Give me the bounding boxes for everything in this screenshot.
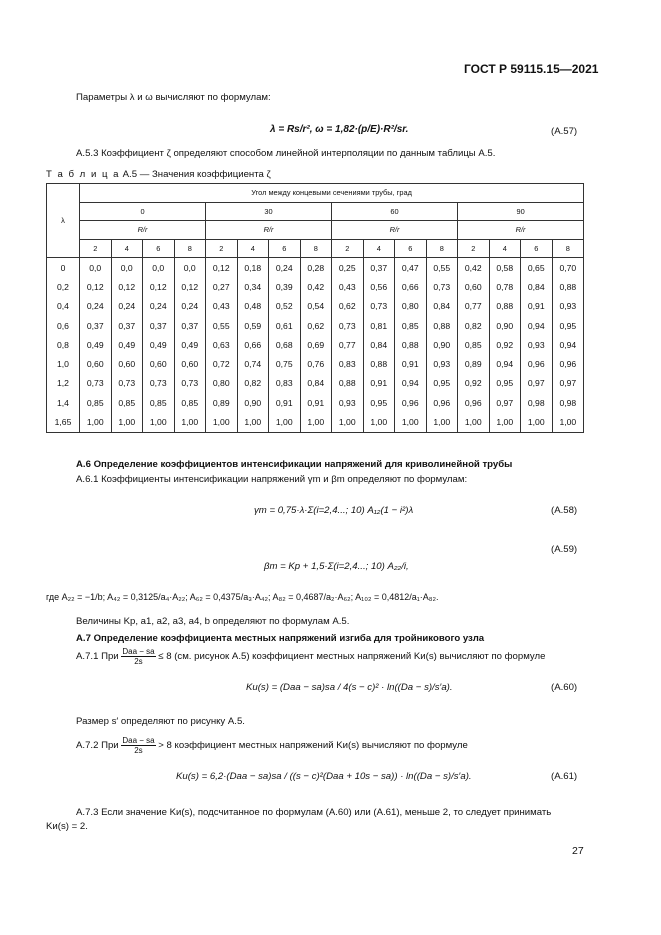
value-cell: 0,85	[80, 393, 112, 412]
paragraph-a73-continued: Kи(s) = 2.	[46, 821, 88, 832]
value-cell: 0,12	[206, 258, 238, 278]
table-body	[47, 258, 584, 433]
value-cell: 1,00	[206, 412, 238, 432]
lambda-cell: 0	[47, 258, 80, 278]
page-number: 27	[572, 845, 584, 857]
value-cell: 0,72	[206, 354, 238, 373]
value-cell: 0,12	[143, 277, 175, 296]
lambda-cell: 1,0	[47, 354, 80, 373]
table-row	[47, 316, 584, 335]
value-cell: 0,96	[552, 354, 584, 373]
value-cell: 0,62	[300, 316, 332, 335]
angle-group-header: 60	[332, 202, 458, 221]
ratio-label-header: R/r	[458, 221, 584, 240]
ratio-row	[47, 239, 584, 258]
value-cell: 0,60	[80, 354, 112, 373]
value-cell: 0,96	[395, 393, 427, 412]
value-cell: 0,66	[395, 277, 427, 296]
value-cell: 0,85	[143, 393, 175, 412]
angle-row	[47, 202, 584, 221]
value-cell: 0,27	[206, 277, 238, 296]
table-row	[47, 297, 584, 316]
ratio-label-header: R/r	[80, 221, 206, 240]
formula-a58-number: (A.58)	[551, 505, 578, 516]
value-cell: 0,88	[363, 354, 395, 373]
value-cell: 0,24	[111, 297, 143, 316]
value-cell: 0,97	[521, 374, 553, 393]
formula-a60-number: (A.60)	[551, 682, 578, 693]
value-cell: 0,25	[332, 258, 364, 278]
lambda-cell: 1,4	[47, 393, 80, 412]
value-cell: 0,73	[80, 374, 112, 393]
value-cell: 0,76	[300, 354, 332, 373]
value-cell: 0,93	[552, 297, 584, 316]
value-cell: 0,28	[300, 258, 332, 278]
a71-condition-relation: ≤ 8	[158, 651, 172, 663]
value-cell: 0,77	[458, 297, 490, 316]
size-line: Размер s′ определяют по рисунку А.5.	[76, 716, 245, 727]
value-cell: 0,66	[237, 335, 269, 354]
value-cell: 0,84	[300, 374, 332, 393]
table-row	[47, 393, 584, 412]
value-cell: 0,34	[237, 277, 269, 296]
table-caption	[46, 169, 271, 181]
value-cell: 0,74	[237, 354, 269, 373]
a71-condition-denominator: 2s	[134, 657, 143, 666]
a71-prefix: А.7.1 При	[76, 651, 119, 663]
value-cell: 0,89	[458, 354, 490, 373]
ratio-label-header: R/r	[332, 221, 458, 240]
value-cell: 0,37	[363, 258, 395, 278]
ratio-value-header: 4	[489, 239, 521, 258]
a71-condition-fraction	[121, 647, 155, 666]
value-cell: 0,92	[489, 335, 521, 354]
ratio-value-header: 6	[521, 239, 553, 258]
value-cell: 1,00	[237, 412, 269, 432]
paragraph-a53: А.5.3 Коэффициент ζ определяют способом линейной интерполяции по данным таблицы А.5.	[76, 148, 496, 159]
ratio-value-header: 8	[300, 239, 332, 258]
ratio-value-header: 8	[426, 239, 458, 258]
value-cell: 0,12	[174, 277, 206, 296]
value-cell: 0,61	[269, 316, 301, 335]
value-cell: 0,83	[332, 354, 364, 373]
standard-number: ГОСТ Р 59115.15—2021	[464, 62, 599, 76]
value-cell: 0,91	[363, 374, 395, 393]
value-cell: 0,97	[552, 374, 584, 393]
value-cell: 0,73	[332, 316, 364, 335]
paragraph-a71	[76, 647, 545, 666]
table-row	[47, 412, 584, 432]
value-cell: 0,88	[489, 297, 521, 316]
value-cell: 0,0	[111, 258, 143, 278]
value-cell: 0,81	[363, 316, 395, 335]
value-cell: 0,62	[332, 297, 364, 316]
value-cell: 0,90	[489, 316, 521, 335]
value-cell: 0,0	[80, 258, 112, 278]
value-cell: 0,78	[489, 277, 521, 296]
ratio-value-header: 6	[143, 239, 175, 258]
formula-a60: Kи(s) = (Daa − sa)sa / 4(s − c)² · ln((Da − s)/s′a).	[246, 682, 453, 693]
ratio-value-header: 2	[206, 239, 238, 258]
ratio-value-header: 2	[80, 239, 112, 258]
value-cell: 0,96	[521, 354, 553, 373]
value-cell: 0,91	[395, 354, 427, 373]
value-cell: 0,91	[269, 393, 301, 412]
ratio-label-row	[47, 221, 584, 240]
lambda-header: λ	[47, 184, 80, 258]
value-cell: 0,49	[174, 335, 206, 354]
value-cell: 1,00	[395, 412, 427, 432]
value-cell: 0,82	[237, 374, 269, 393]
a72-condition-fraction	[121, 736, 155, 755]
value-cell: 0,0	[143, 258, 175, 278]
value-cell: 0,37	[143, 316, 175, 335]
value-cell: 0,55	[426, 258, 458, 278]
value-cell: 0,84	[426, 297, 458, 316]
intro-text: Параметры λ и ω вычисляют по формулам:	[76, 92, 271, 103]
value-cell: 0,98	[521, 393, 553, 412]
ratio-value-header: 8	[552, 239, 584, 258]
value-cell: 1,00	[426, 412, 458, 432]
value-cell: 0,70	[552, 258, 584, 278]
table-row	[47, 335, 584, 354]
lambda-cell: 1,2	[47, 374, 80, 393]
value-cell: 0,42	[300, 277, 332, 296]
value-cell: 0,39	[269, 277, 301, 296]
formula-a58: γm = 0,75·λ·Σ(i=2,4...; 10) A₁₂(1 − i²)λ	[254, 505, 414, 516]
value-cell: 0,85	[111, 393, 143, 412]
table-caption-title: А.5 — Значения коэффициента ζ	[122, 169, 271, 180]
angle-group-header: 0	[80, 202, 206, 221]
values-line: Величины Kp, a1, a2, a3, a4, b определяют по формулам А.5.	[76, 616, 350, 627]
value-cell: 0,55	[206, 316, 238, 335]
value-cell: 0,63	[206, 335, 238, 354]
a72-condition-relation: > 8	[158, 740, 172, 752]
value-cell: 0,24	[269, 258, 301, 278]
value-cell: 1,00	[489, 412, 521, 432]
value-cell: 0,92	[458, 374, 490, 393]
value-cell: 0,98	[552, 393, 584, 412]
where-definitions: где A₂₂ = −1/b; A₄₂ = 0,3125/a₄·A₂₂; A₆₂ = 0,4375/a₃·A₄₂; A₈₂ = 0,4687/a₂·A₆₂; A₁₀₂ = 0,4812/a₁·A₈₂.	[46, 592, 439, 602]
value-cell: 0,24	[143, 297, 175, 316]
section-a7-heading: А.7 Определение коэффициента местных напряжений изгиба для тройникового узла	[76, 633, 485, 644]
value-cell: 0,73	[143, 374, 175, 393]
a72-prefix: А.7.2 При	[76, 740, 119, 752]
value-cell: 0,91	[300, 393, 332, 412]
a72-suffix: коэффициент местных напряжений Kи(s) вычисляют по формуле	[174, 740, 468, 752]
value-cell: 0,58	[489, 258, 521, 278]
formula-a57: λ = Rs/r², ω = 1,82·(p/E)·R²/sr.	[270, 124, 409, 135]
ratio-value-header: 2	[332, 239, 364, 258]
value-cell: 0,73	[363, 297, 395, 316]
ratio-label-header: R/r	[206, 221, 332, 240]
a72-condition-numerator: Daa − sa	[122, 736, 155, 745]
lambda-cell: 0,2	[47, 277, 80, 296]
ratio-value-header: 6	[395, 239, 427, 258]
value-cell: 0,24	[174, 297, 206, 316]
value-cell: 0,43	[332, 277, 364, 296]
value-cell: 0,42	[458, 258, 490, 278]
value-cell: 0,85	[395, 316, 427, 335]
value-cell: 0,88	[395, 335, 427, 354]
paragraph-a73: А.7.3 Если значение Kи(s), подсчитанное по формулам (А.60) или (А.61), меньше 2, то следует принимать	[76, 807, 552, 818]
value-cell: 0,73	[426, 277, 458, 296]
value-cell: 0,93	[332, 393, 364, 412]
value-cell: 0,60	[458, 277, 490, 296]
value-cell: 0,95	[363, 393, 395, 412]
angle-header: Угол между концевыми сечениями трубы, град	[80, 184, 584, 203]
value-cell: 1,00	[269, 412, 301, 432]
value-cell: 0,18	[237, 258, 269, 278]
table-row	[47, 277, 584, 296]
value-cell: 0,83	[269, 374, 301, 393]
value-cell: 0,49	[80, 335, 112, 354]
value-cell: 0,47	[395, 258, 427, 278]
value-cell: 0,37	[111, 316, 143, 335]
value-cell: 0,48	[237, 297, 269, 316]
value-cell: 1,00	[143, 412, 175, 432]
value-cell: 0,75	[269, 354, 301, 373]
value-cell: 0,12	[80, 277, 112, 296]
coefficient-table	[46, 183, 584, 433]
value-cell: 0,59	[237, 316, 269, 335]
value-cell: 0,93	[426, 354, 458, 373]
value-cell: 0,37	[174, 316, 206, 335]
formula-a59-number: (A.59)	[551, 544, 578, 555]
value-cell: 1,00	[80, 412, 112, 432]
value-cell: 0,12	[111, 277, 143, 296]
value-cell: 0,94	[489, 354, 521, 373]
value-cell: 1,00	[363, 412, 395, 432]
ratio-value-header: 2	[458, 239, 490, 258]
table-row	[47, 374, 584, 393]
value-cell: 0,96	[426, 393, 458, 412]
ratio-value-header: 4	[111, 239, 143, 258]
paragraph-a72	[76, 736, 468, 755]
value-cell: 0,60	[143, 354, 175, 373]
ratio-value-header: 6	[269, 239, 301, 258]
value-cell: 1,00	[521, 412, 553, 432]
value-cell: 0,90	[426, 335, 458, 354]
value-cell: 0,91	[521, 297, 553, 316]
lambda-cell: 0,6	[47, 316, 80, 335]
value-cell: 0,85	[458, 335, 490, 354]
a71-suffix: (см. рисунок А.5) коэффициент местных напряжений Kи(s) вычисляют по формуле	[174, 651, 546, 663]
value-cell: 0,80	[395, 297, 427, 316]
table-row	[47, 258, 584, 278]
value-cell: 0,93	[521, 335, 553, 354]
table-row	[47, 354, 584, 373]
value-cell: 0,88	[332, 374, 364, 393]
a72-condition-denominator: 2s	[134, 746, 143, 755]
value-cell: 0,94	[521, 316, 553, 335]
value-cell: 0,73	[174, 374, 206, 393]
value-cell: 0,82	[458, 316, 490, 335]
value-cell: 0,0	[174, 258, 206, 278]
lambda-cell: 0,8	[47, 335, 80, 354]
value-cell: 1,00	[111, 412, 143, 432]
ratio-value-header: 4	[363, 239, 395, 258]
value-cell: 0,52	[269, 297, 301, 316]
a71-condition-numerator: Daa − sa	[122, 647, 155, 656]
value-cell: 0,84	[521, 277, 553, 296]
value-cell: 0,97	[489, 393, 521, 412]
value-cell: 1,00	[174, 412, 206, 432]
value-cell: 0,95	[552, 316, 584, 335]
value-cell: 0,60	[174, 354, 206, 373]
value-cell: 0,85	[174, 393, 206, 412]
value-cell: 0,95	[489, 374, 521, 393]
table-caption-label: Т а б л и ц а	[46, 169, 120, 180]
formula-a59: βm = Kp + 1,5·Σ(i=2,4...; 10) A₂₂/i,	[264, 561, 409, 572]
value-cell: 0,49	[143, 335, 175, 354]
value-cell: 0,24	[80, 297, 112, 316]
value-cell: 0,77	[332, 335, 364, 354]
value-cell: 1,00	[332, 412, 364, 432]
lambda-cell: 0,4	[47, 297, 80, 316]
value-cell: 0,88	[552, 277, 584, 296]
value-cell: 0,49	[111, 335, 143, 354]
value-cell: 0,68	[269, 335, 301, 354]
section-a6-paragraph: А.6.1 Коэффициенты интенсификации напряжений γm и βm определяют по формулам:	[76, 474, 468, 485]
value-cell: 0,37	[80, 316, 112, 335]
value-cell: 0,73	[111, 374, 143, 393]
value-cell: 0,69	[300, 335, 332, 354]
value-cell: 0,80	[206, 374, 238, 393]
value-cell: 1,00	[300, 412, 332, 432]
value-cell: 0,56	[363, 277, 395, 296]
value-cell: 0,94	[552, 335, 584, 354]
value-cell: 0,94	[395, 374, 427, 393]
ratio-value-header: 8	[174, 239, 206, 258]
formula-a61-number: (A.61)	[551, 771, 578, 782]
value-cell: 0,88	[426, 316, 458, 335]
value-cell: 0,84	[363, 335, 395, 354]
value-cell: 0,65	[521, 258, 553, 278]
value-cell: 1,00	[458, 412, 490, 432]
value-cell: 1,00	[552, 412, 584, 432]
lambda-cell: 1,65	[47, 412, 80, 432]
formula-a57-number: (A.57)	[551, 126, 578, 137]
formula-a61: Kи(s) = 6,2·(Daa − sa)sa / ((s − c)²(Daa + 10s − sa)) · ln((Da − s)/s′a).	[176, 771, 472, 782]
ratio-value-header: 4	[237, 239, 269, 258]
section-a6-heading: А.6 Определение коэффициентов интенсификации напряжений для криволинейной трубы	[76, 459, 513, 470]
value-cell: 0,60	[111, 354, 143, 373]
value-cell: 0,89	[206, 393, 238, 412]
value-cell: 0,54	[300, 297, 332, 316]
value-cell: 0,95	[426, 374, 458, 393]
angle-group-header: 90	[458, 202, 584, 221]
value-cell: 0,90	[237, 393, 269, 412]
angle-group-header: 30	[206, 202, 332, 221]
value-cell: 0,96	[458, 393, 490, 412]
value-cell: 0,43	[206, 297, 238, 316]
